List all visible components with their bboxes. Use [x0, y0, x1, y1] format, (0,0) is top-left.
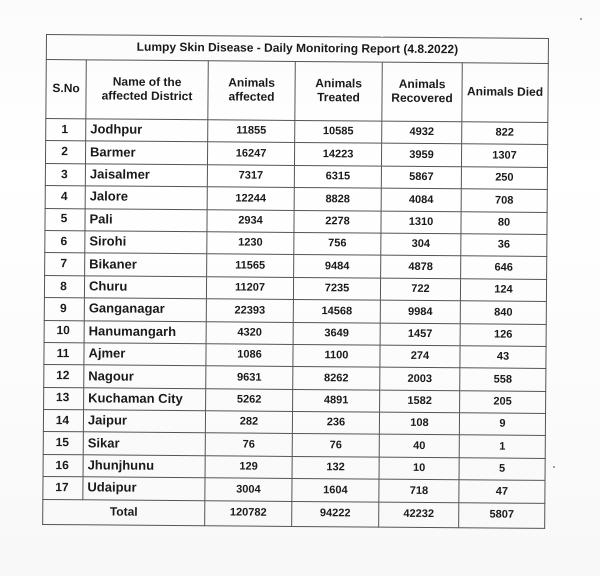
cell-died: 708	[461, 189, 547, 212]
cell-treated: 10585	[295, 120, 382, 143]
cell-treated: 756	[294, 232, 381, 255]
cell-sno: 13	[44, 387, 84, 410]
cell-district: Ganganagar	[84, 298, 206, 321]
cell-died: 1307	[461, 144, 547, 167]
cell-district: Jaisalmer	[85, 164, 207, 187]
cell-affected: 3004	[205, 478, 292, 501]
cell-district: Jalore	[85, 186, 207, 209]
cell-treated: 6315	[294, 165, 381, 188]
cell-recovered: 3959	[381, 144, 461, 167]
cell-recovered: 9984	[380, 300, 460, 323]
cell-affected: 12244	[207, 187, 294, 210]
total-label: Total	[43, 499, 205, 525]
paper-speck	[553, 466, 555, 468]
cell-affected: 16247	[207, 142, 294, 165]
total-row	[43, 499, 545, 528]
cell-died: 558	[460, 368, 546, 391]
cell-died: 1	[459, 435, 545, 458]
cell-recovered: 274	[380, 345, 460, 368]
cell-died: 43	[460, 346, 546, 369]
total-affected: 120782	[205, 500, 292, 526]
cell-died: 36	[461, 234, 547, 257]
cell-affected: 4320	[206, 321, 293, 344]
cell-affected: 11565	[207, 254, 294, 277]
cell-district: Ajmer	[84, 343, 206, 366]
cell-recovered: 718	[379, 479, 459, 502]
cell-district: Jaipur	[83, 410, 205, 433]
cell-sno: 16	[43, 454, 83, 477]
cell-died: 822	[462, 122, 548, 145]
cell-recovered: 5867	[381, 166, 461, 189]
cell-recovered: 2003	[380, 367, 460, 390]
cell-treated: 1100	[293, 344, 380, 367]
cell-treated: 1604	[292, 479, 379, 502]
cell-treated: 14568	[293, 300, 380, 323]
cell-sno: 12	[44, 365, 84, 388]
cell-died: 124	[460, 278, 546, 301]
cell-sno: 8	[44, 275, 84, 298]
cell-sno: 4	[45, 186, 85, 209]
header-district: Name of the affected District	[86, 60, 208, 120]
cell-sno: 17	[43, 477, 83, 500]
cell-affected: 1086	[206, 344, 293, 367]
header-treated: Animals Treated	[295, 61, 382, 121]
cell-affected: 5262	[206, 388, 293, 411]
header-sno: S.No	[46, 60, 86, 119]
cell-district: Kuchaman City	[84, 387, 206, 410]
cell-treated: 236	[292, 412, 379, 435]
header-row	[46, 60, 548, 123]
cell-sno: 1	[46, 119, 86, 142]
cell-recovered: 108	[379, 412, 459, 435]
cell-affected: 9631	[206, 366, 293, 389]
cell-affected: 2934	[207, 209, 294, 232]
total-recovered: 42232	[379, 502, 459, 528]
cell-district: Jhunjhunu	[83, 455, 205, 478]
cell-treated: 4891	[293, 389, 380, 412]
cell-affected: 76	[205, 433, 292, 456]
monitoring-report-table	[42, 34, 549, 529]
header-died: Animals Died	[462, 63, 548, 123]
total-treated: 94222	[292, 501, 379, 527]
cell-recovered: 4878	[381, 255, 461, 278]
cell-affected: 282	[205, 411, 292, 434]
cell-affected: 11207	[206, 277, 293, 300]
cell-died: 646	[461, 256, 547, 279]
cell-sno: 6	[45, 230, 85, 253]
cell-died: 47	[459, 480, 545, 503]
cell-recovered: 1457	[380, 323, 460, 346]
cell-recovered: 4084	[381, 188, 461, 211]
cell-sno: 7	[45, 253, 85, 276]
cell-recovered: 4932	[382, 121, 462, 144]
cell-district: Hanumangarh	[84, 320, 206, 343]
cell-district: Pali	[85, 208, 207, 231]
cell-recovered: 40	[379, 435, 459, 458]
cell-treated: 14223	[294, 143, 381, 166]
cell-died: 250	[461, 167, 547, 190]
cell-district: Churu	[84, 276, 206, 299]
cell-district: Nagour	[84, 365, 206, 388]
cell-affected: 1230	[207, 232, 294, 255]
report-table-container	[42, 34, 548, 529]
cell-district: Jodhpur	[86, 119, 208, 142]
cell-treated: 2278	[294, 210, 381, 233]
cell-died: 80	[461, 211, 547, 234]
cell-district: Sirohi	[85, 231, 207, 254]
cell-affected: 22393	[206, 299, 293, 322]
cell-affected: 7317	[207, 165, 294, 188]
cell-sno: 3	[45, 163, 85, 186]
cell-died: 205	[460, 390, 546, 413]
cell-sno: 10	[44, 320, 84, 343]
report-title: Lumpy Skin Disease - Daily Monitoring Report (4.8.2022)	[46, 35, 548, 64]
cell-treated: 9484	[294, 255, 381, 278]
cell-recovered: 10	[379, 457, 459, 480]
cell-recovered: 304	[381, 233, 461, 256]
cell-district: Barmer	[85, 141, 207, 164]
cell-died: 5	[459, 458, 545, 481]
cell-died: 840	[460, 301, 546, 324]
header-affected: Animals affected	[208, 61, 295, 121]
cell-sno: 14	[43, 410, 83, 433]
cell-affected: 129	[205, 456, 292, 479]
cell-recovered: 722	[380, 278, 460, 301]
cell-affected: 11855	[208, 120, 295, 143]
cell-treated: 132	[292, 456, 379, 479]
cell-treated: 3649	[293, 322, 380, 345]
cell-sno: 9	[44, 298, 84, 321]
cell-district: Udaipur	[83, 477, 205, 500]
cell-recovered: 1310	[381, 211, 461, 234]
cell-died: 126	[460, 323, 546, 346]
cell-sno: 2	[45, 141, 85, 164]
cell-treated: 7235	[293, 277, 380, 300]
cell-sno: 11	[44, 342, 84, 365]
cell-treated: 8828	[294, 188, 381, 211]
cell-treated: 76	[292, 434, 379, 457]
cell-sno: 5	[45, 208, 85, 231]
header-recovered: Animals Recovered	[382, 62, 462, 122]
cell-district: Sikar	[83, 432, 205, 455]
cell-recovered: 1582	[380, 390, 460, 413]
cell-treated: 8262	[293, 367, 380, 390]
cell-district: Bikaner	[85, 253, 207, 276]
paper-speck	[580, 18, 582, 20]
cell-died: 9	[459, 413, 545, 436]
total-died: 5807	[459, 502, 545, 528]
cell-sno: 15	[43, 432, 83, 455]
